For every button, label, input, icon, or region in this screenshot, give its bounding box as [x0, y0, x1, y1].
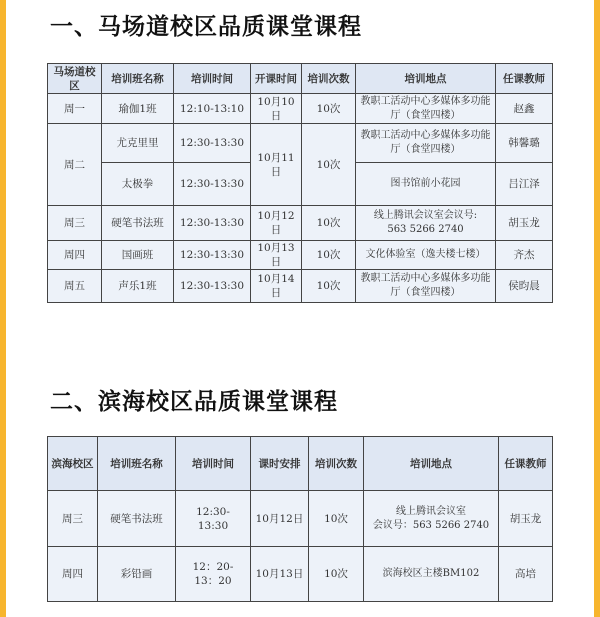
cell-day: 周三 — [48, 491, 98, 547]
cell-count: 10次 — [302, 124, 356, 206]
cell-course: 声乐1班 — [102, 270, 174, 303]
table-header-row — [48, 64, 553, 94]
cell-day: 周三 — [48, 206, 102, 241]
header-count: 培训次数 — [302, 64, 356, 94]
cell-course: 太极拳 — [102, 163, 174, 206]
cell-time: 12:30-13:30 — [174, 163, 251, 206]
cell-teacher: 齐杰 — [496, 241, 553, 270]
binhai-schedule-table — [47, 436, 553, 602]
cell-location: 教职工活动中心多媒体多功能厅（食堂四楼） — [356, 124, 496, 163]
cell-start: 10月12日 — [251, 206, 302, 241]
table-row — [48, 206, 553, 241]
header-course: 培训班名称 — [98, 437, 176, 491]
cell-course: 瑜伽1班 — [102, 94, 174, 124]
cell-start: 10月11日 — [251, 124, 302, 206]
cell-location: 教职工活动中心多媒体多功能厅（食堂四楼） — [356, 270, 496, 303]
meeting-number: 563 5266 2740 — [387, 224, 464, 235]
time-end: 13：20 — [194, 575, 232, 587]
cell-count: 10次 — [309, 491, 364, 547]
time-start: 12:30- — [196, 505, 230, 518]
header-start: 开课时间 — [251, 64, 302, 94]
cell-course: 国画班 — [102, 241, 174, 270]
cell-teacher: 赵鑫 — [496, 94, 553, 124]
cell-day: 周二 — [48, 124, 102, 206]
time-start: 12：20- — [192, 561, 234, 573]
header-teacher: 任课教师 — [496, 64, 553, 94]
cell-teacher: 高培 — [499, 547, 553, 602]
cell-course: 彩铅画 — [98, 547, 176, 602]
cell-location: 文化体验室（逸夫楼七楼） — [356, 241, 496, 270]
cell-location: 滨海校区主楼BM102 — [364, 547, 499, 602]
cell-day: 周四 — [48, 547, 98, 602]
cell-count: 10次 — [302, 241, 356, 270]
cell-teacher: 吕江泽 — [496, 163, 553, 206]
cell-course: 硬笔书法班 — [98, 491, 176, 547]
meeting-number: 会议号：563 5266 2740 — [372, 519, 490, 531]
cell-start: 10月12日 — [251, 491, 309, 547]
cell-teacher: 胡玉龙 — [499, 491, 553, 547]
table-row — [48, 270, 553, 303]
cell-count: 10次 — [309, 547, 364, 602]
cell-time: 12:30-13:30 — [174, 206, 251, 241]
table-header-row — [48, 437, 553, 491]
header-teacher: 任课教师 — [499, 437, 553, 491]
cell-time: 12:30-13:30 — [174, 241, 251, 270]
cell-time — [176, 491, 251, 547]
section2-title: 二、滨海校区品质课堂课程 — [50, 389, 338, 415]
cell-start: 10月13日 — [251, 241, 302, 270]
machangdao-schedule-table — [47, 63, 553, 303]
table-row — [48, 491, 553, 547]
header-schedule: 课时安排 — [251, 437, 309, 491]
cell-location: 教职工活动中心多媒体多功能厅（食堂四楼） — [356, 94, 496, 124]
header-time: 培训时间 — [174, 64, 251, 94]
cell-count: 10次 — [302, 94, 356, 124]
cell-time: 12:10-13:10 — [174, 94, 251, 124]
cell-teacher: 胡玉龙 — [496, 206, 553, 241]
cell-time — [176, 547, 251, 602]
location-line: 线上腾讯会议室 — [396, 505, 466, 517]
cell-count: 10次 — [302, 206, 356, 241]
location-line: 线上腾讯会议室会议号: — [373, 210, 478, 221]
header-campus: 滨海校区 — [48, 437, 98, 491]
header-location: 培训地点 — [356, 64, 496, 94]
header-time: 培训时间 — [176, 437, 251, 491]
right-accent-bar — [594, 0, 600, 617]
cell-day: 周五 — [48, 270, 102, 303]
cell-course: 尤克里里 — [102, 124, 174, 163]
cell-time: 12:30-13:30 — [174, 124, 251, 163]
table-row — [48, 94, 553, 124]
header-campus: 马场道校区 — [48, 64, 102, 94]
header-count: 培训次数 — [309, 437, 364, 491]
cell-teacher: 韩馨璐 — [496, 124, 553, 163]
table-row — [48, 547, 553, 602]
cell-location: 图书馆前小花园 — [356, 163, 496, 206]
cell-teacher: 侯昀晨 — [496, 270, 553, 303]
header-location: 培训地点 — [364, 437, 499, 491]
section1-title: 一、马场道校区品质课堂课程 — [50, 14, 362, 40]
table-row — [48, 124, 553, 163]
cell-count: 10次 — [302, 270, 356, 303]
cell-course: 硬笔书法班 — [102, 206, 174, 241]
cell-time: 12:30-13:30 — [174, 270, 251, 303]
header-course: 培训班名称 — [102, 64, 174, 94]
cell-day: 周一 — [48, 94, 102, 124]
time-end: 13:30 — [197, 519, 229, 532]
cell-start: 10月13日 — [251, 547, 309, 602]
left-accent-bar — [0, 0, 6, 617]
cell-location — [364, 491, 499, 547]
table-row — [48, 241, 553, 270]
cell-location — [356, 206, 496, 241]
cell-day: 周四 — [48, 241, 102, 270]
cell-start: 10月14日 — [251, 270, 302, 303]
cell-start: 10月10日 — [251, 94, 302, 124]
